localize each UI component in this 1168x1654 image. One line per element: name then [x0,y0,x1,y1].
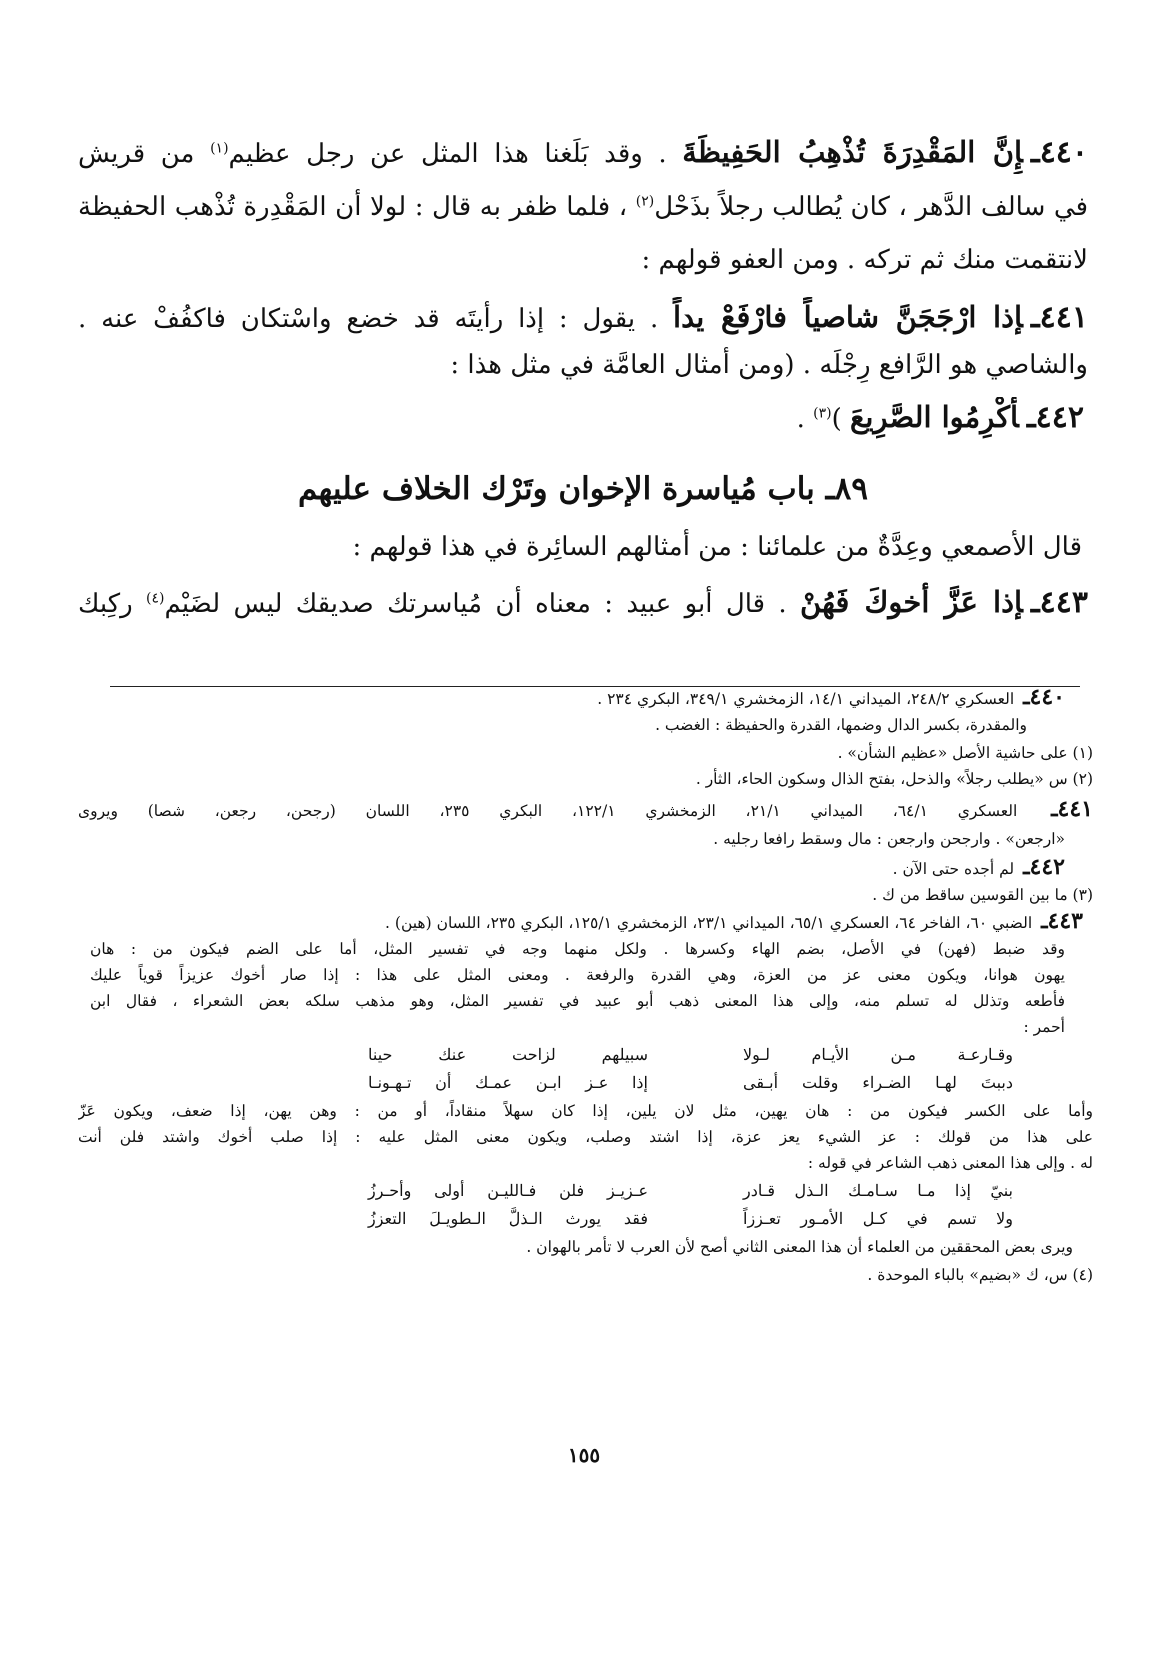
body-text: ، فلما ظفر به قال : لولا أن المَقْدِرة تُذْهب الحفيظة [78,192,628,222]
body-text: من قريش [78,139,211,169]
verse-hemistich: فقد يورث الـذلَّ الـطويـلَ التعززُ [368,1209,648,1228]
footnote-line: (٣) ما بين القوسين ساقط من ك . [872,886,1093,904]
body-line: قال الأصمعي وعِدَّةٌ من علمائنا : من أمثالهم السائِرة في هذا قولهم : [352,532,1082,562]
footnote-text: العسكري ٦٤/١، الميداني ٢١/١، الزمخشري ١٢٢/١، البكري ٢٣٥، اللسان (رجحن، رجعن، شصا) ويروى [78,802,1018,820]
footnote-text: لم أجده حتى الآن . [892,860,1015,878]
proverb-443-line [78,582,1088,624]
verse-hemistich: إذا عـز ابـن عمـك أن تـهـونـا [368,1073,648,1092]
footnote-line: أحمر : [1023,1018,1065,1036]
proverb-442-line [74,397,1088,439]
footnote-line [96,908,1083,936]
page-number: ١٥٥ [567,1443,601,1467]
verse-hemistich: بنيّ إذا مـا سـامـك الـذل قـادر [743,1181,1013,1200]
proverb-number: ٤٤٠ـ [1030,135,1088,170]
proverb-number: ٤٤١ـ [1030,300,1088,335]
proverb-number: ٤٤٣ـ [1030,585,1088,620]
footnote-number: ٤٤١ـ [1051,796,1093,822]
body-text: ركِبك [78,589,147,619]
footnote-number: ٤٤٣ـ [1041,908,1083,934]
proverb-440-line [78,132,1088,174]
footnote-line [78,684,1065,712]
footnote-line: (٤) س، ك «بضيم» بالباء الموحدة . [867,1266,1093,1284]
footnote-line: على هذا من قولك : عز الشيء يعز عزة، إذا اشتد وصلب، ويكون معنى المثل عليه : إذا صلب أخوك واشتد فلن أنت [78,1128,1093,1146]
body-text: في سالف الدَّهر ، كان يُطالب رجلاً بذَحْل [654,192,1088,222]
footnote-line: (٢) س «يطلب رجلاً» والذحل، بفتح الذال وسكون الحاء، الثأر . [695,770,1093,788]
footnote-text: العسكري ٢٤٨/٢، الميداني ١٤/١، الزمخشري ٣٤٩/١، البكري ٢٣٤ . [597,690,1015,708]
verse-hemistich: سبيلهم لزاحت عنك حينا [368,1045,648,1064]
chapter-heading: ٨٩ـ باب مُياسرة الإخوان وتَرْك الخلاف عليهم [298,471,868,507]
proverb-number: ٤٤٢ـ [1026,400,1084,435]
footnote-line: وقد ضبط (فهن) في الأصل، بضم الهاء وكسرها . ولكل منهما وجه في تفسير المثل، أما على الضم فيكون من : هان [90,940,1065,958]
proverb-title: أكْرِمُوا الصَّرِيعَ [849,400,1019,434]
verse-hemistich: عـزيـز فلن فـالليـن أولى وأحـرزُ [368,1181,648,1200]
footnote-line: وأما على الكسر فيكون من : هان يهين، مثل لان يلين، إذا كان سهلاً منقاداً، أو من : وهن يهن، إذا ضعف، ويكون عَزّ [78,1102,1093,1120]
proverb-title: إذا عَزَّ أخوكَ فَهُنْ [800,585,1023,619]
body-text: . قال أبو عبيد : معناه أن مُياسرتك صديقك ليس لضَيْم [164,589,787,619]
footnote-line: ويرى بعض المحققين من العلماء أن هذا المعنى الثاني أصح لأن العرب لا تأمر بالهوان . [526,1238,1073,1256]
footnote-line [78,854,1065,882]
body-text: ) [831,404,850,434]
footnote-marker: (١) [210,140,229,157]
body-text: . وقد بَلَغنا هذا المثل عن رجل عظيم [228,139,683,169]
footnote-line [78,796,1093,824]
footnote-line: له . وإلى هذا المعنى ذهب الشاعر في قوله : [807,1154,1093,1172]
proverb-title: إِنَّ المَقْدِرَةَ تُذْهِبُ الحَفِيظَةَ [682,135,1023,169]
footnote-line: (١) على حاشية الأصل «عظيم الشأن» . [837,744,1093,762]
footnote-text: الضبي ٦٠، الفاخر ٦٤، العسكري ٦٥/١، الميداني ٢٣/١، الزمخشري ١٢٥/١، البكري ٢٣٥، اللسان (هين) . [385,914,1033,932]
footnote-marker: (٢) [635,193,655,210]
verse-hemistich: دببتَ لهـا الضـراء وقلت أبـقى [743,1073,1013,1092]
footnote-number: ٤٤٢ـ [1023,854,1065,880]
body-text: . [796,404,814,434]
footnote-marker: (٣) [813,405,832,422]
footnote-line: فأطعه وتذلل له تسلم منه، وإلى هذا المعنى ذهب أبو عبيد في تفسير المثل، وهو مذهب سلكه بعض الشعراء ، فقال ابن [90,992,1065,1010]
proverb-441-line [78,297,1088,339]
verse-hemistich: ولا تسم في كـل الأمـور تعـززاً [743,1209,1013,1228]
body-line: والشاصي هو الرَّافع رِجْلَه . (ومن أمثال العامَّة في مثل هذا : [450,350,1088,380]
body-line [78,187,1088,227]
footnote-number: ٤٤٠ـ [1023,684,1065,710]
footnote-line: والمقدرة، بكسر الدال وضمها، القدرة والحفيظة : الغضب . [655,716,1027,734]
body-text: . يقول : إذا رأيتَه قد خضع واسْتكان فاكفُفْ عنه . [78,304,674,334]
proverb-title: إذا ارْجَجَنَّ شاصياً فارْفَعْ يداً [673,300,1023,334]
footnote-marker: (٤) [146,590,165,607]
verse-hemistich: وقـارعـة مـن الأيـام لـولا [743,1045,1013,1064]
footnote-line: «ارجعن» . وارجحن وارجعن : مال وسقط رافعا رجليه . [713,830,1065,848]
footnote-line: يهون هوانا، ويكون معنى عز من العزة، وهي القدرة والرفعة . ومعنى المثل على هذا : إذا صار أخوك عزيزاً قوياً عليك [90,966,1065,984]
body-line: لانتقمت منك ثم تركه . ومن العفو قولهم : [641,245,1088,275]
